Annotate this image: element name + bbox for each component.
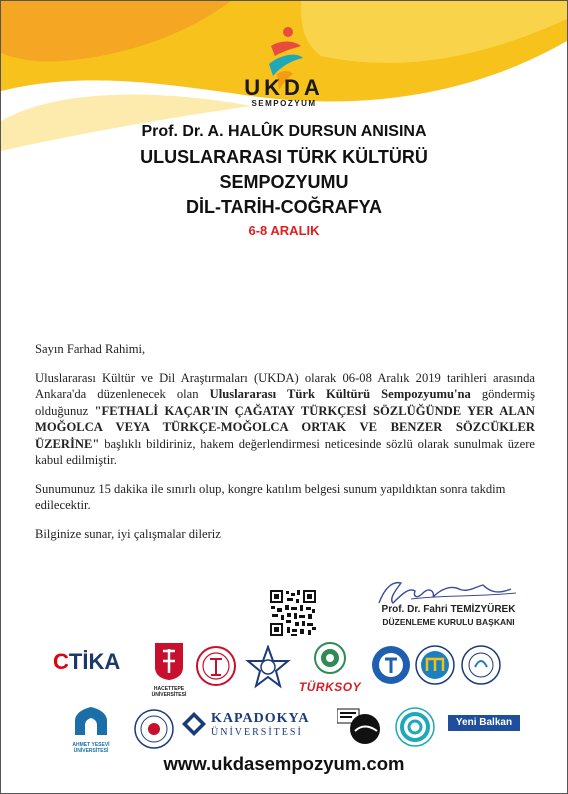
title-line-1: ULUSLARARASI TÜRK KÜLTÜRÜ	[140, 147, 428, 167]
letter-body	[35, 341, 535, 554]
tika-text: TİKA	[68, 649, 121, 674]
association-emblem-icon	[415, 645, 455, 685]
closing-line: Bilginize sunar, iyi çalışmalar dileriz	[35, 526, 221, 541]
salutation: Sayın Farhad Rahimi,	[35, 342, 146, 356]
ahmet-yesevi-logo	[59, 705, 123, 757]
kapadokya-emblem-icon	[181, 711, 207, 737]
acceptance-paragraph	[35, 370, 535, 469]
hacettepe-emblem-icon	[147, 641, 191, 681]
title-line-2: SEMPOZYUMU	[219, 172, 349, 192]
ahmet-yesevi-emblem-icon	[71, 705, 111, 737]
kapadokya-name: KAPADOKYA	[211, 711, 310, 726]
paper-title: "FETHALİ KAÇAR'IN ÇAĞATAY TÜRKÇESİ SÖZLÜĞÜNDE YER ALAN MOĞOLCA VEYA TÜRKÇE-MOĞOLCA ORTAK VE BENZER SÖZCÜKLER ÜZERİNE"	[35, 403, 535, 451]
website-url: www.ukdasempozyum.com	[163, 753, 405, 774]
event-dates: 6-8 ARALIK	[248, 223, 320, 238]
university-seal-icon	[134, 709, 174, 749]
istanbul-aydin-emblem-icon	[461, 645, 501, 685]
paragraph-text: Uluslararası Kültür ve Dil Araştırmaları (UKDA) olarak 06-08 Aralık 2019 tarihleri arasında Ankara'da düzenlenecek olan	[35, 370, 535, 401]
kapadokya-subname: ÜNİVERSİTESİ	[211, 727, 303, 738]
hacettepe-name: HACETTEPE ÜNİVERSİTESİ	[151, 686, 187, 698]
kapadokya-logo	[181, 711, 309, 738]
turk-egitim-sen-emblem-icon	[371, 645, 411, 685]
brand-name: UKDA	[244, 75, 324, 100]
signatory-name: Prof. Dr. Fahri TEMİZYÜREK	[381, 604, 516, 615]
signatory-role: DÜZENLEME KURULU BAŞKANI	[382, 617, 515, 627]
presentation-paragraph: Sunumunuz 15 dakika ile sınırlı olup, kongre katılım belgesi sunum yapıldıktan sonra takdim edilecektir.	[35, 481, 506, 512]
hacettepe-logo	[147, 641, 191, 698]
paragraph-text: başlıklı bildiriniz, hakem değerlendirmesi neticesinde sözlü olarak sunulmak üzere kabul edilmiştir.	[35, 436, 535, 467]
swirl-logo-icon	[395, 707, 435, 747]
turksoy-logo	[291, 641, 369, 693]
paragraph-text: göndermiş olduğunuz	[35, 387, 535, 418]
ahmet-yesevi-name: AHMET YESEVİ ÜNİVERSİTESİ	[72, 742, 110, 754]
star-emblem-icon	[244, 645, 292, 689]
tdk-emblem-icon	[195, 645, 237, 687]
title-line-3: DİL-TARİH-COĞRAFYA	[186, 197, 382, 217]
yeni-balkan-logo: Yeni Balkan	[448, 715, 520, 731]
qr-code-icon	[269, 589, 317, 637]
turksoy-emblem-icon	[312, 641, 348, 675]
memorial-line: Prof. Dr. A. HALÛK DURSUN ANISINA	[141, 123, 427, 140]
tika-logo	[53, 649, 120, 675]
journal-logo-icon	[337, 707, 381, 747]
symposium-name: Uluslararası Türk Kültürü Sempozyumu'na	[209, 387, 471, 401]
tika-crescent: C	[53, 649, 69, 674]
turksoy-name: TÜRKSOY	[298, 680, 362, 694]
signatory	[361, 604, 536, 627]
brand-subtitle: SEMPOZYUM	[251, 99, 317, 108]
